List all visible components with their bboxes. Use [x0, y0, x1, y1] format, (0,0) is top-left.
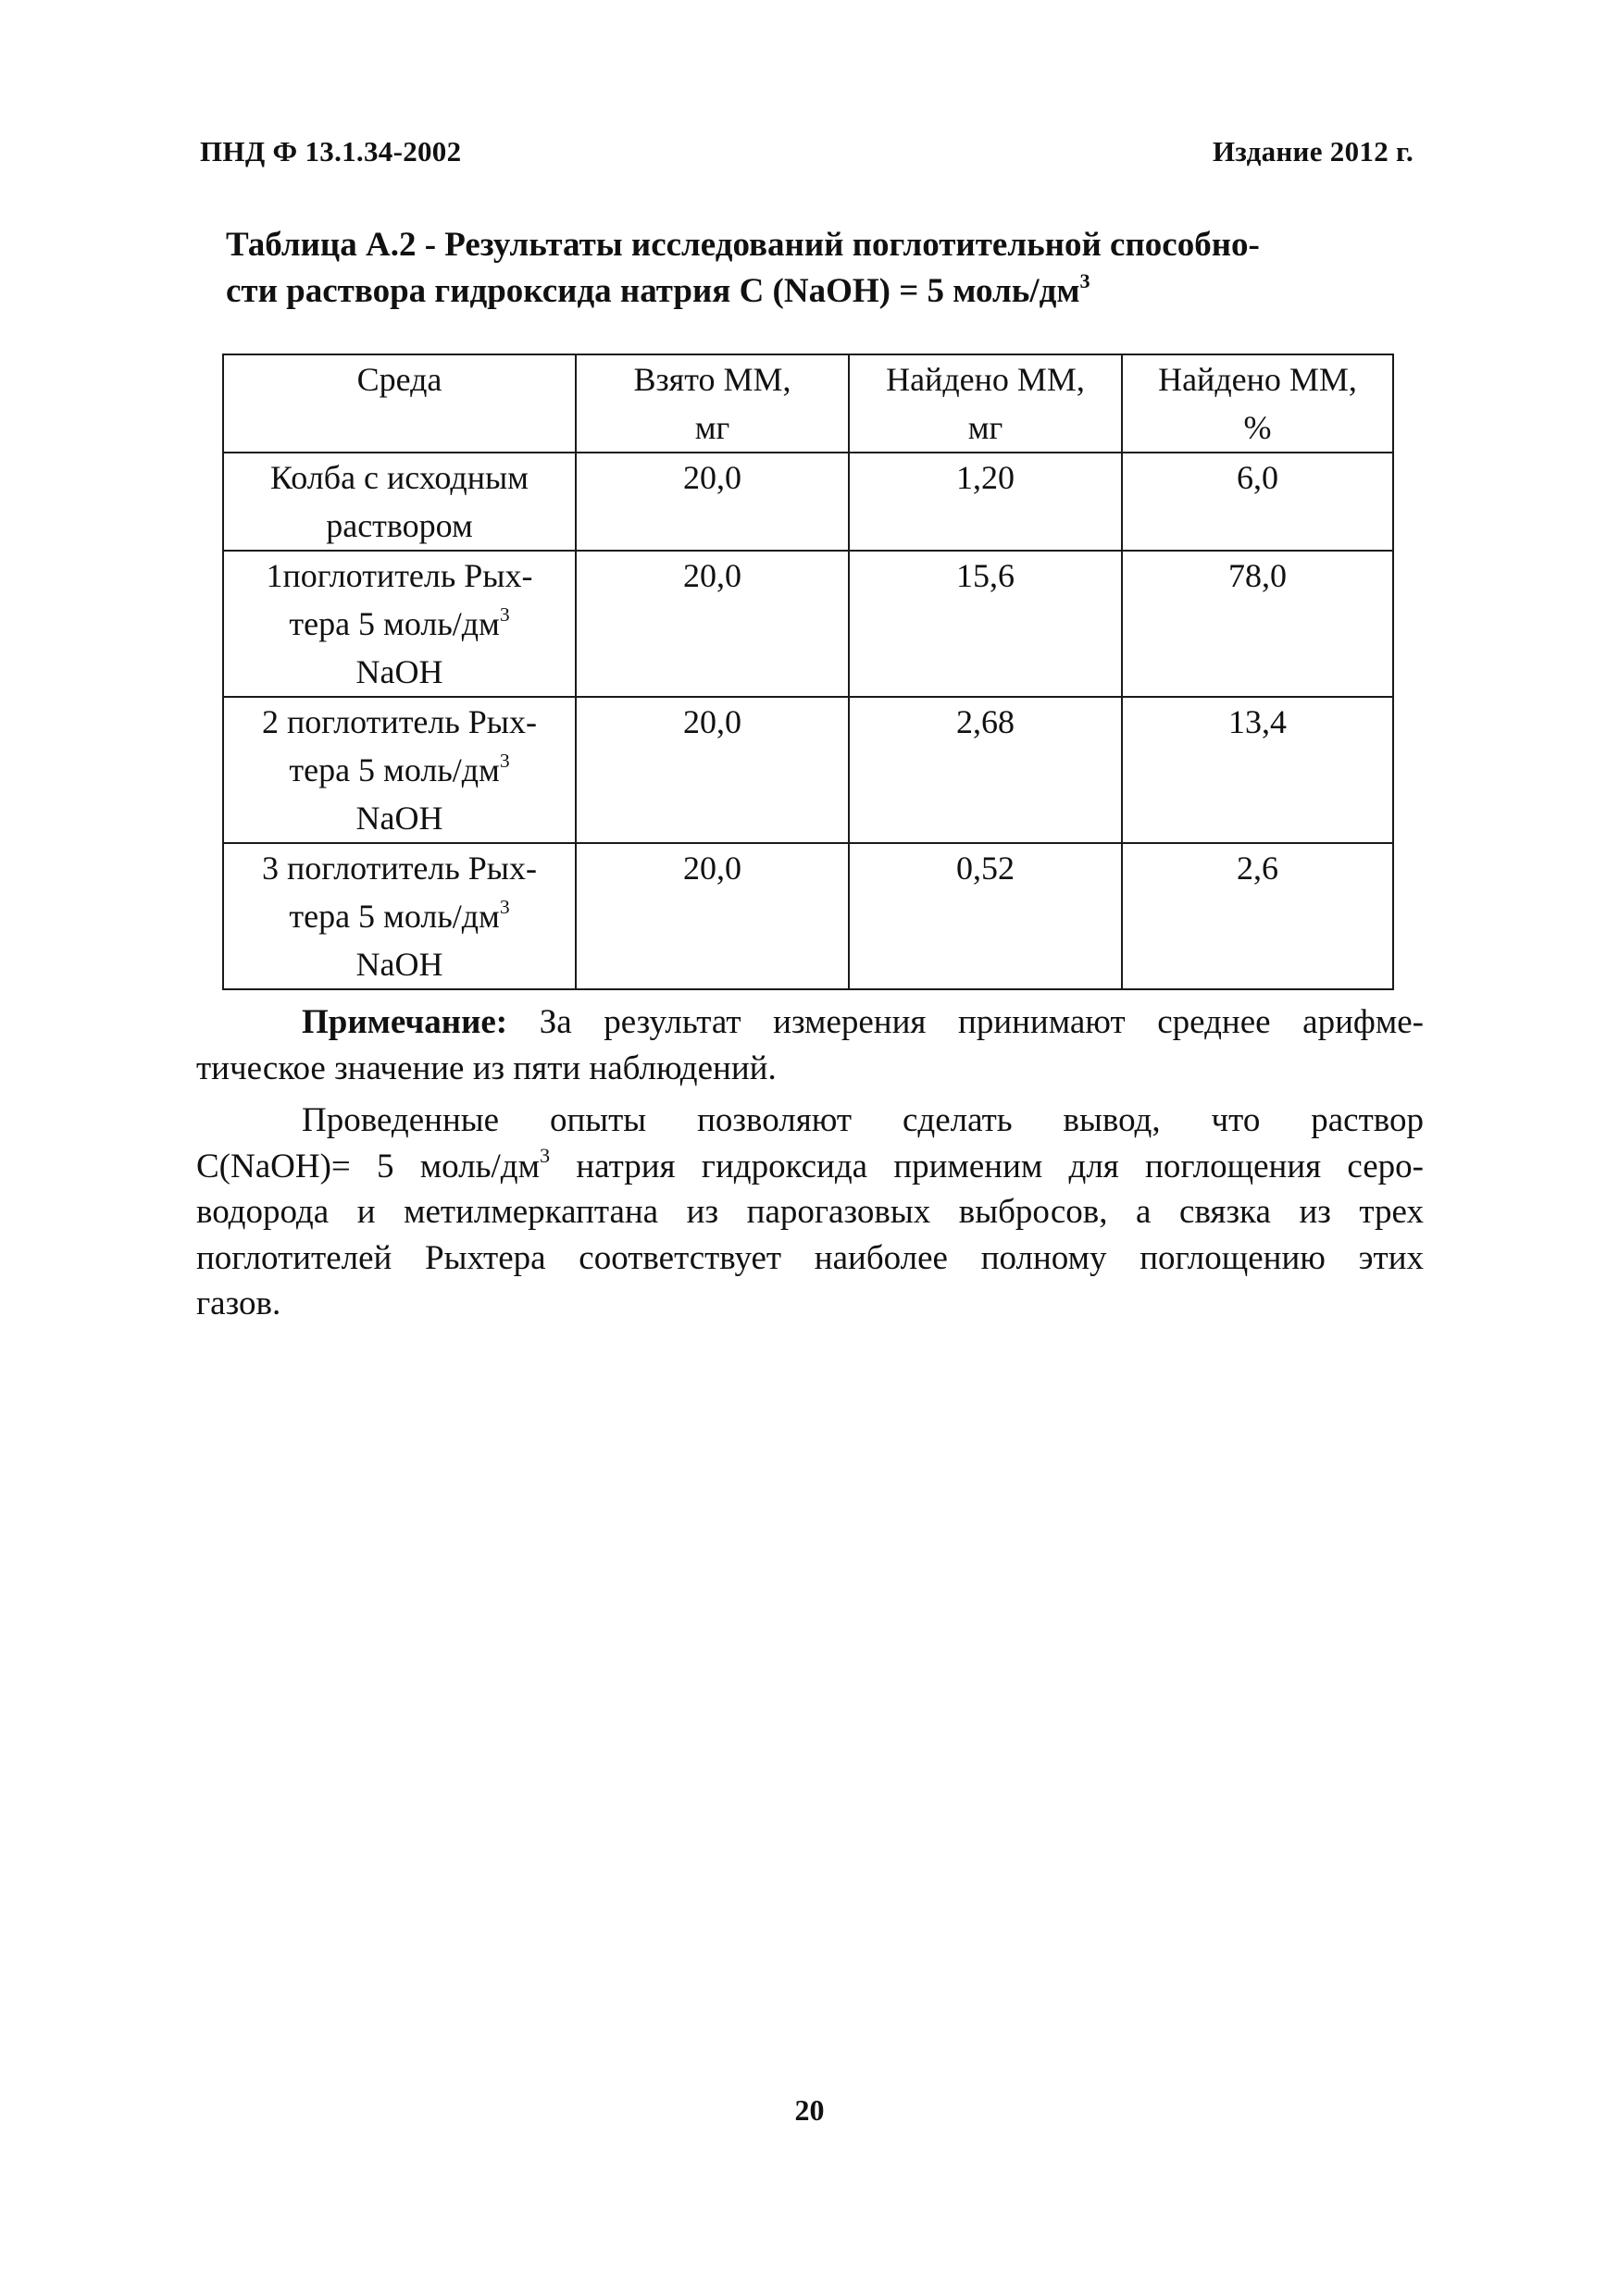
header-text [228, 403, 571, 452]
conclusion-text: C(NaOH)= 5 моль/дм [196, 1147, 541, 1185]
cell-found-pct: 6,0 [1122, 453, 1393, 551]
superscript: 3 [499, 750, 510, 772]
note-paragraph [196, 999, 1424, 1091]
superscript: 3 [499, 603, 510, 626]
conclusion-line-2 [196, 1144, 1424, 1190]
cell-text: Колба с исходным [270, 459, 529, 496]
header-text: Найдено ММ, [886, 361, 1085, 398]
table-header-row [223, 354, 1393, 453]
header-text: Найдено ММ, [1158, 361, 1357, 398]
note-label: Примечание: [302, 1003, 508, 1041]
cell-found-mg: 2,68 [849, 697, 1122, 843]
header-cell-found-pct [1122, 354, 1393, 453]
document-code: ПНД Ф 13.1.34-2002 [200, 135, 462, 168]
cell-text-part: тера 5 моль/дм [289, 751, 500, 788]
conclusion-text: натрия гидроксида применим для поглощения серо- [550, 1147, 1424, 1185]
cell-medium [223, 453, 576, 551]
header-text: мг [694, 409, 730, 446]
cell-text: 1поглотитель Рых- [266, 557, 533, 594]
conclusion-line-5: газов. [196, 1285, 281, 1322]
note-line-2: тическое значение из пяти наблюдений. [196, 1049, 777, 1087]
cell-found-pct: 78,0 [1122, 551, 1393, 697]
header-text: Взято ММ, [633, 361, 791, 398]
cell-text [228, 746, 571, 794]
table-row [223, 551, 1393, 697]
table-caption [226, 222, 1392, 315]
superscript: 3 [1079, 268, 1090, 292]
cell-text-part: тера 5 моль/дм [289, 898, 500, 935]
page-number: 20 [794, 2093, 825, 2127]
cell-text: NaOH [355, 946, 443, 983]
conclusion-line-1: Проведенные опыты позволяют сделать вывод, что раствор [302, 1101, 1424, 1139]
cell-text [228, 892, 571, 940]
table-row [223, 453, 1393, 551]
conclusion-line-4: поглотителей Рыхтера соответствует наиболее полному поглощению этих [196, 1238, 1424, 1277]
cell-text: 3 поглотитель Рых- [262, 850, 537, 887]
cell-text-part: тера 5 моль/дм [289, 605, 500, 642]
cell-taken: 20,0 [576, 453, 849, 551]
cell-medium [223, 551, 576, 697]
cell-found-pct: 13,4 [1122, 697, 1393, 843]
cell-medium [223, 697, 576, 843]
cell-text: 2 поглотитель Рых- [262, 703, 537, 740]
cell-taken: 20,0 [576, 551, 849, 697]
table-caption-line-2-text: сти раствора гидроксида натрия С (NaOH) = 5 моль/дм [226, 272, 1080, 310]
table-caption-line-1: Таблица А.2 - Результаты исследований поглотительной способно- [226, 226, 1260, 264]
conclusion-line-3: водорода и метилмеркаптана из парогазовых выбросов, а связка из трех [196, 1193, 1424, 1231]
cell-text: раствором [326, 507, 473, 544]
cell-found-mg: 1,20 [849, 453, 1122, 551]
table-row [223, 697, 1393, 843]
cell-taken: 20,0 [576, 697, 849, 843]
header-cell-medium [223, 354, 576, 453]
header-cell-found-mg [849, 354, 1122, 453]
edition-label: Издание 2012 г. [1212, 135, 1414, 168]
cell-taken: 20,0 [576, 843, 849, 989]
table-row [223, 843, 1393, 989]
table-caption-line-2 [226, 268, 1392, 315]
cell-found-mg: 15,6 [849, 551, 1122, 697]
header-text: Среда [356, 361, 442, 398]
note-text: За результат измерения принимают среднее арифме- [507, 1003, 1424, 1041]
cell-medium [223, 843, 576, 989]
header-cell-taken [576, 354, 849, 453]
cell-text: NaOH [355, 653, 443, 690]
header-text: % [1243, 409, 1272, 446]
cell-found-pct: 2,6 [1122, 843, 1393, 989]
header-text: мг [967, 409, 1003, 446]
results-table [222, 354, 1394, 990]
superscript: 3 [540, 1144, 551, 1168]
cell-text [228, 600, 571, 648]
conclusion-paragraph [196, 1098, 1424, 1327]
note-line-1 [196, 999, 1424, 1046]
cell-text: NaOH [355, 800, 443, 837]
superscript: 3 [499, 896, 510, 918]
cell-found-mg: 0,52 [849, 843, 1122, 989]
